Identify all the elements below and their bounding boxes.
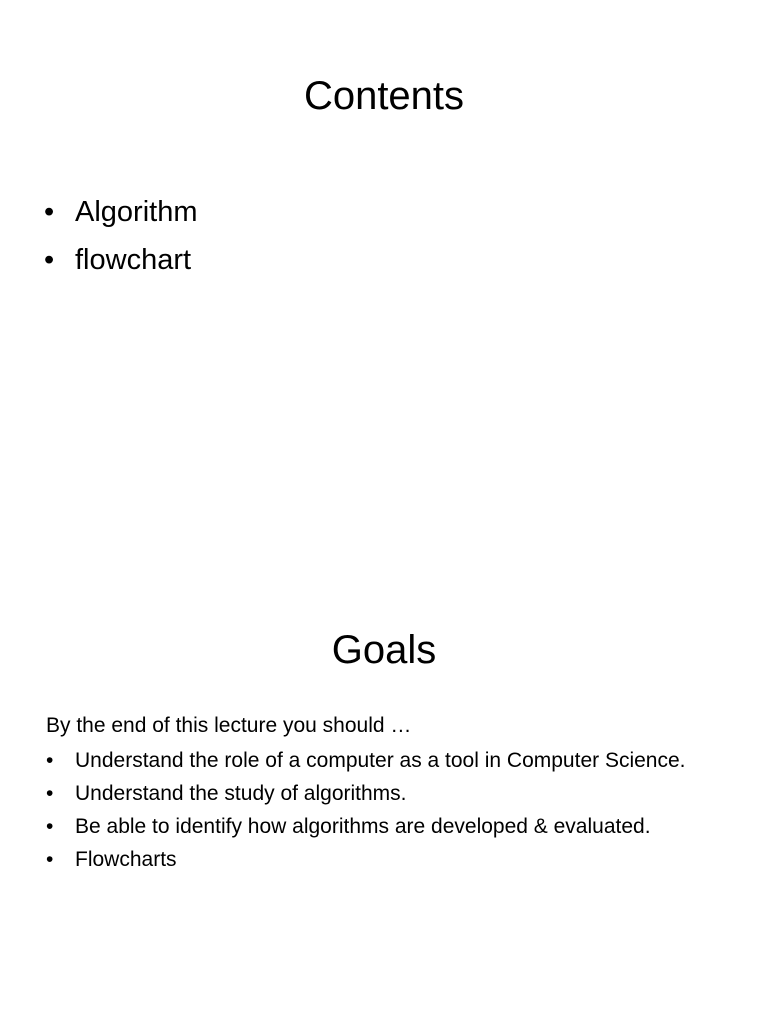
list-item-text: Understand the role of a computer as a tool in Computer Science. [75,749,686,772]
slide-title: Contents [303,74,465,118]
list-item [46,780,706,807]
goals-list [46,747,706,879]
list-item [46,813,706,840]
bullet-icon: • [46,749,54,772]
slide-title: Goals [331,628,437,672]
bullet-icon: • [46,815,54,838]
intro-text: By the end of this lecture you should … [46,714,412,737]
list-item [46,846,706,873]
list-item: • Algorithm [44,188,198,236]
bullet-icon: • [46,782,54,805]
list-item: • flowchart [44,236,198,284]
list-item-text: Flowcharts [75,848,177,871]
contents-list [44,188,198,284]
bullet-icon: • [46,848,54,871]
goals-slide [0,568,768,1024]
list-item-text: Be able to identify how algorithms are developed & evaluated. [75,815,651,838]
list-item [46,747,706,774]
list-item-text: Understand the study of algorithms. [75,782,407,805]
